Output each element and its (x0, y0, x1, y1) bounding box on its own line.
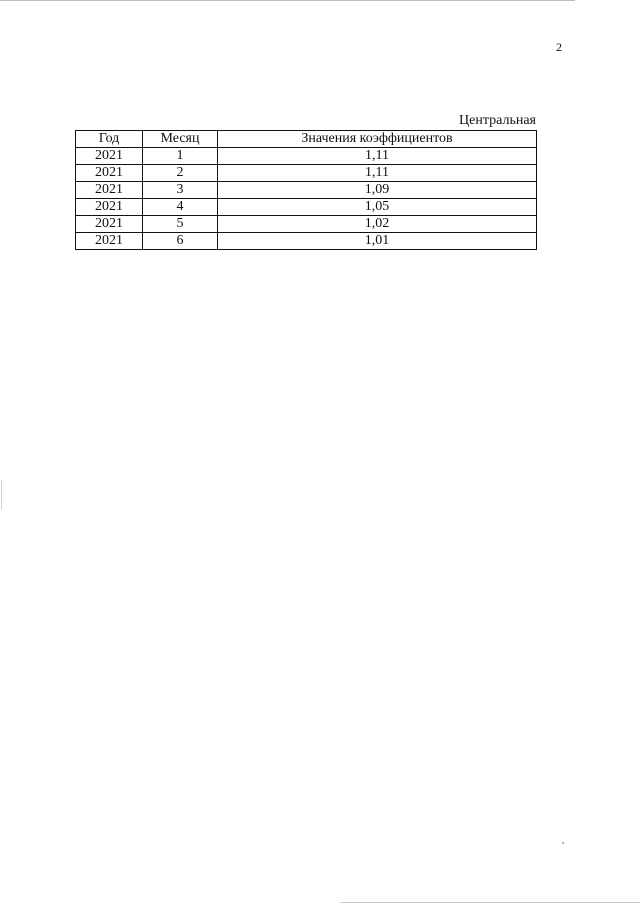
table-row (76, 165, 537, 182)
cell-value: 1,02 (218, 216, 537, 233)
table-row (76, 233, 537, 250)
coefficients-table (75, 130, 537, 250)
cell-value: 1,05 (218, 199, 537, 216)
cell-year: 2021 (76, 199, 143, 216)
cell-month: 2 (143, 165, 218, 182)
cell-value: 1,11 (218, 148, 537, 165)
table-row (76, 216, 537, 233)
cell-value: 1,11 (218, 165, 537, 182)
table-header-row (76, 131, 537, 148)
cell-year: 2021 (76, 182, 143, 199)
table-row (76, 199, 537, 216)
cell-value: 1,09 (218, 182, 537, 199)
cell-month: 5 (143, 216, 218, 233)
table-row (76, 182, 537, 199)
page-number: 2 (556, 40, 562, 54)
cell-month: 3 (143, 182, 218, 199)
cell-year: 2021 (76, 216, 143, 233)
cell-month: 6 (143, 233, 218, 250)
cell-year: 2021 (76, 233, 143, 250)
table-row (76, 148, 537, 165)
cell-year: 2021 (76, 148, 143, 165)
cell-month: 1 (143, 148, 218, 165)
scan-edge-bottom (340, 902, 640, 903)
region-title: Центральная (459, 113, 536, 128)
cell-value: 1,01 (218, 233, 537, 250)
cell-month: 4 (143, 199, 218, 216)
header-month: Месяц (143, 131, 218, 148)
scan-edge-left (1, 480, 2, 510)
scan-edge-top (0, 0, 575, 1)
cell-year: 2021 (76, 165, 143, 182)
header-value: Значения коэффициентов (218, 131, 537, 148)
scan-speck (562, 842, 564, 844)
header-year: Год (76, 131, 143, 148)
